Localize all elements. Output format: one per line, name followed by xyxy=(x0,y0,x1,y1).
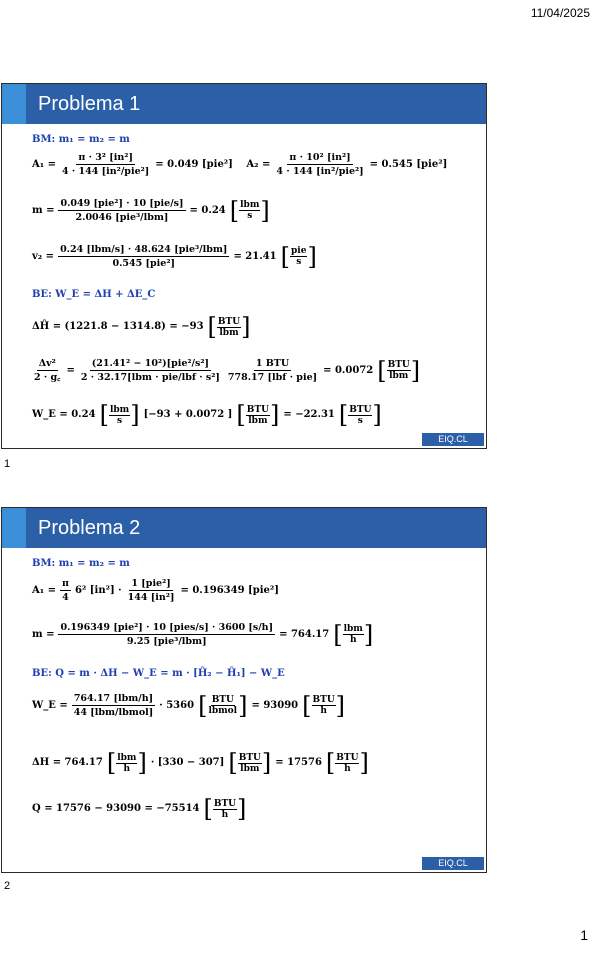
v2-denominator: 0.545 [pie²] xyxy=(112,258,175,269)
slide-2 xyxy=(1,507,487,873)
we-unit-1: [ $\frac{\text{BTU}}{\text{lbmol}}$ ] xyxy=(198,691,248,720)
we-lhs: W_E = 0.24 xyxy=(32,409,96,420)
ec-fraction: $\frac{\text{(21.41² − 10²)[pie²/s²]}}{\text{2 · 32.17[lbm · pie/lbf · s²]}}$ xyxy=(80,358,220,383)
velocity-equation xyxy=(32,244,317,269)
q-expression: Q = 17576 − 93090 = −75514 xyxy=(32,803,200,814)
heat-equation xyxy=(32,797,246,821)
ec-conversion: $\frac{\text{1 BTU}}{\text{778.17 [lbf · pie]}}$ xyxy=(227,358,318,383)
title-accent-bar xyxy=(2,508,26,548)
page-number: 1 xyxy=(580,927,588,943)
pi-fraction: $\frac{\pi}{4}$ xyxy=(62,578,69,603)
we-result: = −22.31 xyxy=(283,409,335,420)
a2-lhs: A₂ = xyxy=(246,158,271,170)
ec-lhs-fraction: $\frac{\text{Δv²}}{2 \cdot g꜀}$ xyxy=(34,358,61,383)
mass-flow-equation xyxy=(32,622,373,647)
slide-footer-tag: EIQ.CL xyxy=(422,433,484,446)
dh-unit-2: [ $\frac{\text{BTU}}{\text{lbm}}$ ] xyxy=(228,749,272,777)
v2-result: = 21.41 xyxy=(233,250,277,262)
m-lhs: m = xyxy=(32,204,55,216)
slide-footer-tag: EIQ.CL xyxy=(422,857,484,870)
a1-result: = 0.049 [pie²] xyxy=(155,158,233,170)
we-result: = 93090 xyxy=(251,699,299,711)
enthalpy-equation xyxy=(32,751,369,775)
m-result: = 0.24 xyxy=(189,204,226,216)
q-unit: [ $\frac{\text{BTU}}{h}$ ] xyxy=(203,795,247,823)
we-unit-3: [ $\frac{\text{BTU}}{s}$ ] xyxy=(338,401,382,429)
dh-lhs: ΔH = 764.17 xyxy=(32,757,103,768)
energy-balance-line: BE: W_E = ΔH + ΔE_C xyxy=(32,289,156,300)
print-date: 11/04/2025 xyxy=(530,6,590,20)
slide-title-bar xyxy=(2,508,486,548)
m-lhs: m = xyxy=(32,628,55,640)
we-unit-2: [ $\frac{\text{BTU}}{\text{lbm}}$ ] xyxy=(236,401,280,429)
dh-unit-3: [ $\frac{\text{BTU}}{h}$ ] xyxy=(325,749,369,777)
energy-balance-line: BE: Q = m · ΔH − W_E = m · [Ĥ₂ − Ĥ₁] − W_E xyxy=(32,668,285,679)
slide-title: Problema 1 xyxy=(38,93,141,115)
a1-lhs: A₁ = xyxy=(32,584,56,596)
slide-title: Problema 2 xyxy=(38,517,141,539)
m-fraction: $\frac{\text{0.196349 [pie²] · 10 [pies/s] · 3600 [s/h]}}{\text{9.25 [pie³/lbm]}}$ xyxy=(60,622,274,647)
m-unit: [ $\frac{\text{lbm}}{h}$ ] xyxy=(333,620,374,649)
m-fraction xyxy=(58,198,185,223)
dh-result: = 17576 xyxy=(275,757,322,768)
m-result: = 764.17 xyxy=(279,628,330,640)
slide-title-bar xyxy=(2,84,486,124)
a1-conversion: $\frac{\text{1 [pie²]}}{\text{144 [in²]}}$ xyxy=(127,578,175,603)
slide-number-2: 2 xyxy=(4,880,11,892)
v2-fraction xyxy=(58,244,229,269)
ec-unit: [ $\frac{\text{BTU}}{\text{lbm}}$ ] xyxy=(377,356,421,385)
v2-numerator: 0.24 [lbm/s] · 48.624 [pie³/lbm] xyxy=(60,244,228,255)
we-middle: · 5360 xyxy=(159,699,195,711)
a1-denominator: 4 · 144 [in²/pie²] xyxy=(62,166,150,177)
title-accent-bar xyxy=(2,84,26,124)
a1-fraction xyxy=(60,152,151,177)
kinetic-energy-equation: $\frac{\text{Δv²}}{2 \cdot g꜀}$ = $\frac{\text{(21.41² − 10²)[pie²/s²]}}{\text{2 · 32.17[lbm · pie/lbf · s²]}}$ $\frac{\text{1 BTU}}{\text{778.17 [lbf · pie]}}$ = 0.0072 [ $\frac{\text{BTU}}{\text{lbm}}$ ] xyxy=(34,356,421,385)
m-unit: [ $\frac{\text{lbm}}{s}$ ] xyxy=(229,196,270,225)
dh-middle: · [330 − 307] xyxy=(150,757,225,768)
work-equation xyxy=(32,693,345,718)
mass-flow-equation xyxy=(32,198,270,223)
a2-numerator: π · 10² [in²] xyxy=(289,152,351,163)
we-middle: [−93 + 0.0072 ] xyxy=(143,409,233,420)
mass-balance-line: BM: m₁ = m₂ = m xyxy=(32,134,130,145)
dh-unit: [ $\frac{\text{BTU}}{\text{lbm}}$ ] xyxy=(207,313,251,341)
we-fraction: $\frac{\text{764.17 [lbm/h]}}{\text{44 [lbm/lbmol]}}$ xyxy=(73,693,154,718)
dh-expression: ΔĤ = (1221.8 − 1314.8) = −93 xyxy=(32,321,204,332)
we-unit-1: [ $\frac{\text{lbm}}{s}$ ] xyxy=(99,401,140,429)
a2-result: = 0.545 [pie²] xyxy=(369,158,448,170)
dh-unit-1: [ $\frac{\text{lbm}}{h}$ ] xyxy=(106,749,147,777)
we-unit-2: [ $\frac{\text{BTU}}{h}$ ] xyxy=(302,691,346,720)
a2-denominator: 4 · 144 [in²/pie²] xyxy=(276,166,364,177)
m-denominator: 2.0046 [pie³/lbm] xyxy=(75,212,169,223)
a1-middle: 6² [in²] · xyxy=(74,584,122,596)
work-equation xyxy=(32,403,382,427)
v2-unit: [ $\frac{\text{pie}}{s}$ ] xyxy=(280,242,317,271)
v2-lhs: v₂ = xyxy=(32,250,55,262)
slide-1 xyxy=(1,83,487,449)
slide-number-1: 1 xyxy=(4,458,11,470)
a1-numerator: π · 3² [in²] xyxy=(78,152,133,163)
area-equations xyxy=(32,152,447,177)
a2-fraction xyxy=(274,152,365,177)
ec-result: = 0.0072 xyxy=(323,364,374,376)
we-lhs: W_E = xyxy=(32,699,68,711)
enthalpy-equation xyxy=(32,315,250,339)
a1-lhs: A₁ = xyxy=(32,158,56,170)
mass-balance-line: BM: m₁ = m₂ = m xyxy=(32,558,130,569)
a1-result: = 0.196349 [pie²] xyxy=(180,584,280,596)
m-numerator: 0.049 [pie²] · 10 [pie/s] xyxy=(60,198,184,209)
area-equation xyxy=(32,578,279,603)
